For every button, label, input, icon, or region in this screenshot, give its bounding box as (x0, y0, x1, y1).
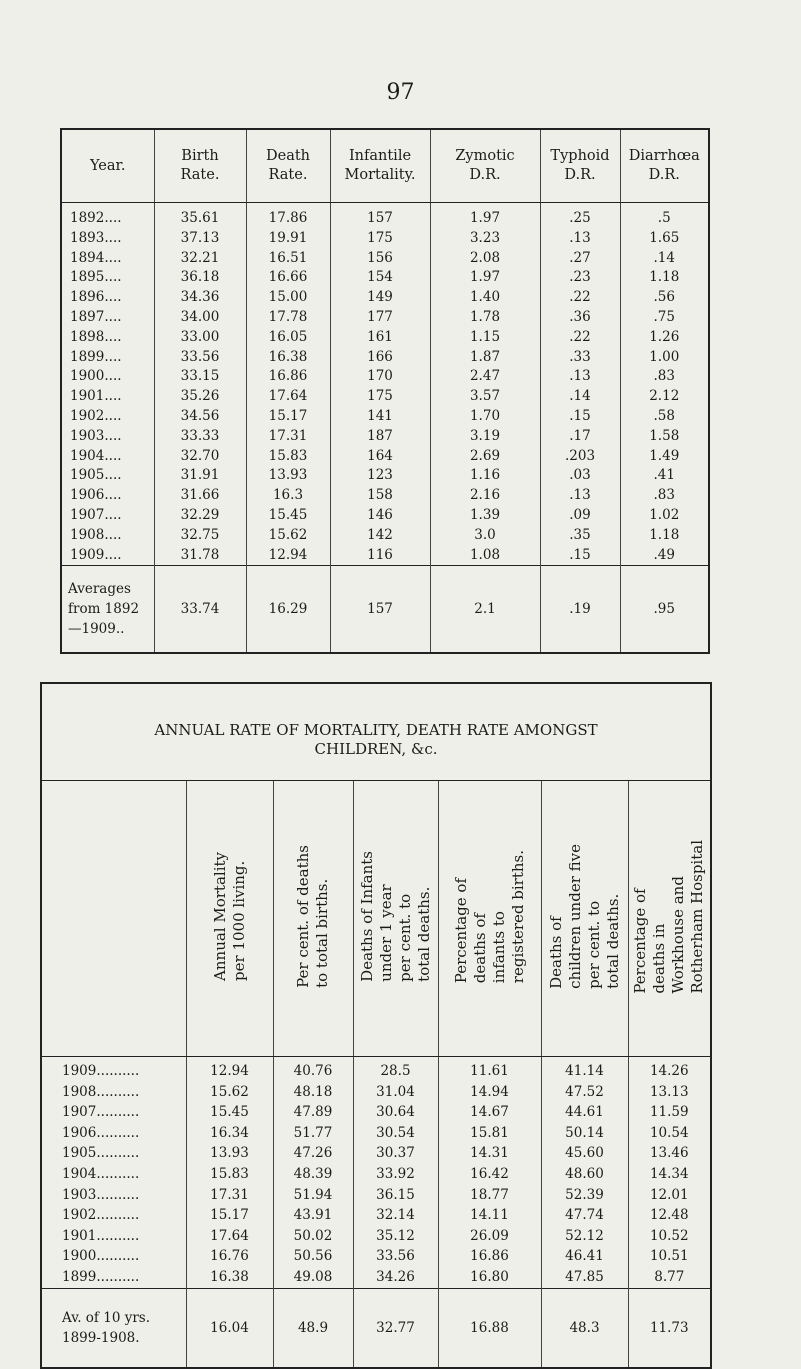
average-row (61, 566, 709, 654)
table-cell: .83 (620, 486, 709, 506)
table-cell: 12.94 (246, 546, 330, 566)
table-cell: 166 (330, 348, 430, 368)
table-cell: 34.26 (353, 1267, 438, 1288)
row-year: 1898.... (70, 328, 122, 345)
table-cell: 16.80 (438, 1267, 541, 1288)
table-cell: 12.01 (628, 1185, 711, 1206)
table-cell: 16.42 (438, 1164, 541, 1185)
table-cell: 1.18 (620, 526, 709, 546)
table-cell: 3.23 (430, 229, 540, 249)
table-cell: 16.05 (246, 328, 330, 348)
table-cell: 16.86 (246, 367, 330, 387)
table-cell: .22 (540, 328, 620, 348)
row-year: 1905.......... (62, 1145, 140, 1162)
table-cell: 34.36 (154, 288, 246, 308)
table-cell: 2.1 (430, 566, 540, 654)
average-label: Av. of 10 yrs. 1899-1908. (41, 1288, 186, 1368)
table-cell: 16.34 (186, 1123, 273, 1144)
table-cell: 32.21 (154, 249, 246, 269)
row-year: 1896.... (70, 289, 122, 306)
table-cell: 149 (330, 288, 430, 308)
table-cell: 123 (330, 466, 430, 486)
table-cell: 14.31 (438, 1143, 541, 1164)
table-cell: 17.31 (186, 1185, 273, 1206)
table-cell: 13.46 (628, 1143, 711, 1164)
row-year: 1895.... (70, 269, 122, 286)
row-year: 1906.......... (62, 1124, 140, 1141)
table-cell: 16.38 (246, 348, 330, 368)
table-cell: .56 (620, 288, 709, 308)
table-row (41, 1246, 711, 1267)
column-header: Deaths of children under five per cent. to total deaths. (541, 781, 628, 1057)
table-cell: 16.66 (246, 268, 330, 288)
table-row (61, 288, 709, 308)
table-cell: 28.5 (353, 1057, 438, 1082)
table-cell: 2.69 (430, 447, 540, 467)
table-cell: 1.78 (430, 308, 540, 328)
table-cell: 40.76 (273, 1057, 353, 1082)
column-header: Year. (61, 129, 154, 203)
column-header: Birth Rate. (154, 129, 246, 203)
table-title (41, 683, 711, 781)
table-cell: 15.83 (246, 447, 330, 467)
table-row (61, 328, 709, 348)
column-header: Diarrhœa D.R. (620, 129, 709, 203)
table-cell: 175 (330, 229, 430, 249)
table-cell: .15 (540, 546, 620, 566)
column-header: Zymotic D.R. (430, 129, 540, 203)
table-cell: .95 (620, 566, 709, 654)
table-cell: 116 (330, 546, 430, 566)
table-row (41, 1185, 711, 1206)
table-cell: 170 (330, 367, 430, 387)
row-year: 1899.... (70, 348, 122, 365)
table-cell: 33.15 (154, 367, 246, 387)
table-cell: 142 (330, 526, 430, 546)
table-row (61, 526, 709, 546)
table-cell: 31.91 (154, 466, 246, 486)
table-cell: .13 (540, 229, 620, 249)
table-cell: 15.00 (246, 288, 330, 308)
table-row (61, 229, 709, 249)
table-cell: 35.26 (154, 387, 246, 407)
table-cell: .17 (540, 427, 620, 447)
table-cell: 2.08 (430, 249, 540, 269)
column-header: Deaths of Infants under 1 year per cent. to total deaths. (353, 781, 438, 1057)
table-cell: 48.18 (273, 1082, 353, 1103)
table-body (61, 203, 709, 654)
table-cell: 36.15 (353, 1185, 438, 1206)
table-header-row (41, 781, 711, 1057)
row-year: 1903.... (70, 427, 122, 444)
table-cell: 15.45 (246, 506, 330, 526)
column-header (41, 781, 186, 1057)
table-cell: 177 (330, 308, 430, 328)
average-row (41, 1288, 711, 1368)
table-row (61, 203, 709, 229)
column-header: Annual Mortality per 1000 living. (186, 781, 273, 1057)
table-cell: 141 (330, 407, 430, 427)
table-cell: 15.45 (186, 1102, 273, 1123)
table-cell: 1.16 (430, 466, 540, 486)
table-cell: 17.64 (186, 1226, 273, 1247)
table-cell: .14 (540, 387, 620, 407)
table-cell: 16.38 (186, 1267, 273, 1288)
table-cell: 46.41 (541, 1246, 628, 1267)
table-cell: 158 (330, 486, 430, 506)
table-cell: 2.47 (430, 367, 540, 387)
table-cell: 187 (330, 427, 430, 447)
table-row (61, 447, 709, 467)
table-cell: 1.39 (430, 506, 540, 526)
table-cell: .13 (540, 486, 620, 506)
table-cell: 34.56 (154, 407, 246, 427)
table-cell: 1.97 (430, 203, 540, 229)
row-year: 1900.... (70, 368, 122, 385)
table-cell: 16.04 (186, 1288, 273, 1368)
table-cell: 1.00 (620, 348, 709, 368)
table-row (41, 1267, 711, 1288)
table-cell: 47.26 (273, 1143, 353, 1164)
table-row (41, 1143, 711, 1164)
table-row (61, 466, 709, 486)
table-cell: .33 (540, 348, 620, 368)
table-cell: 13.93 (246, 466, 330, 486)
table-cell: 17.64 (246, 387, 330, 407)
table-cell: 164 (330, 447, 430, 467)
table-row (61, 486, 709, 506)
table-cell: .49 (620, 546, 709, 566)
table-cell: 17.31 (246, 427, 330, 447)
table-row (41, 1102, 711, 1123)
row-year: 1908.......... (62, 1083, 140, 1100)
table-cell: .83 (620, 367, 709, 387)
table-cell: 52.39 (541, 1185, 628, 1206)
table-cell: 32.14 (353, 1205, 438, 1226)
table-cell: .27 (540, 249, 620, 269)
table-cell: .203 (540, 447, 620, 467)
table-cell: 156 (330, 249, 430, 269)
table-cell: 157 (330, 566, 430, 654)
table-cell: 33.00 (154, 328, 246, 348)
table-cell: 51.77 (273, 1123, 353, 1144)
table-cell: .14 (620, 249, 709, 269)
table-cell: .23 (540, 268, 620, 288)
table-cell: 16.51 (246, 249, 330, 269)
column-header: Percentage of deaths of infants to registered births. (438, 781, 541, 1057)
table-cell: 3.19 (430, 427, 540, 447)
table-cell: 146 (330, 506, 430, 526)
table-cell: 161 (330, 328, 430, 348)
table-cell: .03 (540, 466, 620, 486)
table-cell: 1.58 (620, 427, 709, 447)
table-cell: 32.70 (154, 447, 246, 467)
row-year: 1902.... (70, 407, 122, 424)
table-cell: 16.3 (246, 486, 330, 506)
table-cell: 50.02 (273, 1226, 353, 1247)
table-cell: .25 (540, 203, 620, 229)
row-year: 1893.... (70, 229, 122, 246)
table-cell: 45.60 (541, 1143, 628, 1164)
row-year: 1897.... (70, 308, 122, 325)
table-cell: 51.94 (273, 1185, 353, 1206)
row-year: 1900.......... (62, 1248, 140, 1265)
table-row (41, 1205, 711, 1226)
table-cell: .58 (620, 407, 709, 427)
table-title-line2: CHILDREN, &c. (314, 740, 438, 758)
row-year: 1892.... (70, 210, 122, 226)
row-year: 1904.... (70, 447, 122, 464)
rates-table (60, 128, 710, 654)
table-cell: 11.59 (628, 1102, 711, 1123)
row-year: 1904.......... (62, 1165, 140, 1182)
table-cell: 41.14 (541, 1057, 628, 1082)
table-cell: .15 (540, 407, 620, 427)
row-year: 1907.......... (62, 1104, 140, 1121)
table-cell: 3.0 (430, 526, 540, 546)
table-row (61, 249, 709, 269)
table-row (61, 348, 709, 368)
table-header-row (61, 129, 709, 203)
table-cell: 8.77 (628, 1267, 711, 1288)
page-number: 97 (386, 80, 415, 105)
table-cell: 1.65 (620, 229, 709, 249)
table-cell: 15.17 (246, 407, 330, 427)
column-header: Percentage of deaths in Workhouse and Rotherham Hospital (628, 781, 711, 1057)
table-cell: 1.02 (620, 506, 709, 526)
table-cell: 15.62 (246, 526, 330, 546)
table-cell: 47.52 (541, 1082, 628, 1103)
table-cell: 1.49 (620, 447, 709, 467)
table-cell: 32.77 (353, 1288, 438, 1368)
row-year: 1909.... (70, 546, 122, 563)
table-cell: 16.88 (438, 1288, 541, 1368)
table-row (61, 367, 709, 387)
table-cell: 3.57 (430, 387, 540, 407)
table-cell: 14.34 (628, 1164, 711, 1185)
table-cell: 33.74 (154, 566, 246, 654)
table-title-line1: ANNUAL RATE OF MORTALITY, DEATH RATE AMONGST (154, 721, 598, 739)
table-row (41, 1082, 711, 1103)
table-cell: 48.39 (273, 1164, 353, 1185)
table-cell: 1.08 (430, 546, 540, 566)
table-cell: 33.56 (154, 348, 246, 368)
table-cell: 35.12 (353, 1226, 438, 1247)
row-year: 1908.... (70, 526, 122, 543)
table-cell: .13 (540, 367, 620, 387)
table-cell: 48.60 (541, 1164, 628, 1185)
column-header: Death Rate. (246, 129, 330, 203)
table-cell: 1.70 (430, 407, 540, 427)
table-row (61, 427, 709, 447)
table-row (41, 1057, 711, 1082)
table-cell: 26.09 (438, 1226, 541, 1247)
table-cell: 48.3 (541, 1288, 628, 1368)
table-cell: 17.86 (246, 203, 330, 229)
table-cell: 2.16 (430, 486, 540, 506)
row-year: 1901.......... (62, 1227, 140, 1244)
table-cell: 31.66 (154, 486, 246, 506)
table-cell: 30.37 (353, 1143, 438, 1164)
row-year: 1901.... (70, 388, 122, 405)
average-label: Averages from 1892 —1909.. (61, 566, 154, 654)
table-cell: 50.56 (273, 1246, 353, 1267)
table-cell: 17.78 (246, 308, 330, 328)
table-cell: 48.9 (273, 1288, 353, 1368)
column-header: Infantile Mortality. (330, 129, 430, 203)
table-cell: 49.08 (273, 1267, 353, 1288)
table-cell: 47.89 (273, 1102, 353, 1123)
table-cell: 13.93 (186, 1143, 273, 1164)
table-cell: 37.13 (154, 229, 246, 249)
table-cell: .35 (540, 526, 620, 546)
table-cell: 1.97 (430, 268, 540, 288)
table-body (41, 1057, 711, 1368)
row-year: 1902.......... (62, 1207, 140, 1224)
table-cell: 52.12 (541, 1226, 628, 1247)
table-cell: 44.61 (541, 1102, 628, 1123)
table-row (61, 506, 709, 526)
table-cell: 14.11 (438, 1205, 541, 1226)
table-cell: 30.54 (353, 1123, 438, 1144)
table-cell: 33.92 (353, 1164, 438, 1185)
table-cell: 1.40 (430, 288, 540, 308)
table-cell: 1.26 (620, 328, 709, 348)
table-row (61, 407, 709, 427)
table-cell: 33.33 (154, 427, 246, 447)
table-cell: 15.17 (186, 1205, 273, 1226)
table-cell: 12.94 (186, 1057, 273, 1082)
table-cell: 175 (330, 387, 430, 407)
table-cell: 32.29 (154, 506, 246, 526)
table-cell: 16.76 (186, 1246, 273, 1267)
table-cell: 1.15 (430, 328, 540, 348)
table-row (61, 308, 709, 328)
table-cell: 15.62 (186, 1082, 273, 1103)
mortality-table (40, 682, 712, 1369)
table-cell: 10.52 (628, 1226, 711, 1247)
table-cell: 18.77 (438, 1185, 541, 1206)
table-cell: 47.74 (541, 1205, 628, 1226)
table-cell: 34.00 (154, 308, 246, 328)
table-row (61, 546, 709, 566)
table-row (61, 268, 709, 288)
table-cell: 1.87 (430, 348, 540, 368)
table-cell: .36 (540, 308, 620, 328)
table-cell: 14.26 (628, 1057, 711, 1082)
table-cell: 36.18 (154, 268, 246, 288)
table-cell: 16.86 (438, 1246, 541, 1267)
table-cell: 14.67 (438, 1102, 541, 1123)
table-cell: 10.54 (628, 1123, 711, 1144)
column-header: Per cent. of deaths to total births. (273, 781, 353, 1057)
table-cell: 31.04 (353, 1082, 438, 1103)
table-cell: 11.73 (628, 1288, 711, 1368)
table-cell: 50.14 (541, 1123, 628, 1144)
table-cell: 15.81 (438, 1123, 541, 1144)
row-year: 1905.... (70, 467, 122, 484)
table-cell: 10.51 (628, 1246, 711, 1267)
table-cell: .75 (620, 308, 709, 328)
row-year: 1894.... (70, 249, 122, 266)
column-header: Typhoid D.R. (540, 129, 620, 203)
table-cell: 16.29 (246, 566, 330, 654)
table-cell: 15.83 (186, 1164, 273, 1185)
table-row (61, 387, 709, 407)
table-cell: .19 (540, 566, 620, 654)
table-cell: .22 (540, 288, 620, 308)
table-cell: 11.61 (438, 1057, 541, 1082)
row-year: 1903.......... (62, 1186, 140, 1203)
table-row (41, 1226, 711, 1247)
table-cell: .5 (620, 203, 709, 229)
row-year: 1906.... (70, 487, 122, 504)
table-cell: 19.91 (246, 229, 330, 249)
table-cell: 13.13 (628, 1082, 711, 1103)
table-cell: 33.56 (353, 1246, 438, 1267)
table-cell: 32.75 (154, 526, 246, 546)
table-cell: 154 (330, 268, 430, 288)
table-cell: 14.94 (438, 1082, 541, 1103)
table-row (41, 1164, 711, 1185)
table-row (41, 1123, 711, 1144)
table-cell: .09 (540, 506, 620, 526)
table-cell: .41 (620, 466, 709, 486)
table-cell: 35.61 (154, 203, 246, 229)
table-cell: 157 (330, 203, 430, 229)
row-year: 1899.......... (62, 1268, 140, 1285)
row-year: 1909.......... (62, 1063, 140, 1079)
table-cell: 31.78 (154, 546, 246, 566)
table-cell: 2.12 (620, 387, 709, 407)
table-cell: 12.48 (628, 1205, 711, 1226)
table-cell: 43.91 (273, 1205, 353, 1226)
table-cell: 47.85 (541, 1267, 628, 1288)
row-year: 1907.... (70, 506, 122, 523)
table-cell: 1.18 (620, 268, 709, 288)
table-cell: 30.64 (353, 1102, 438, 1123)
